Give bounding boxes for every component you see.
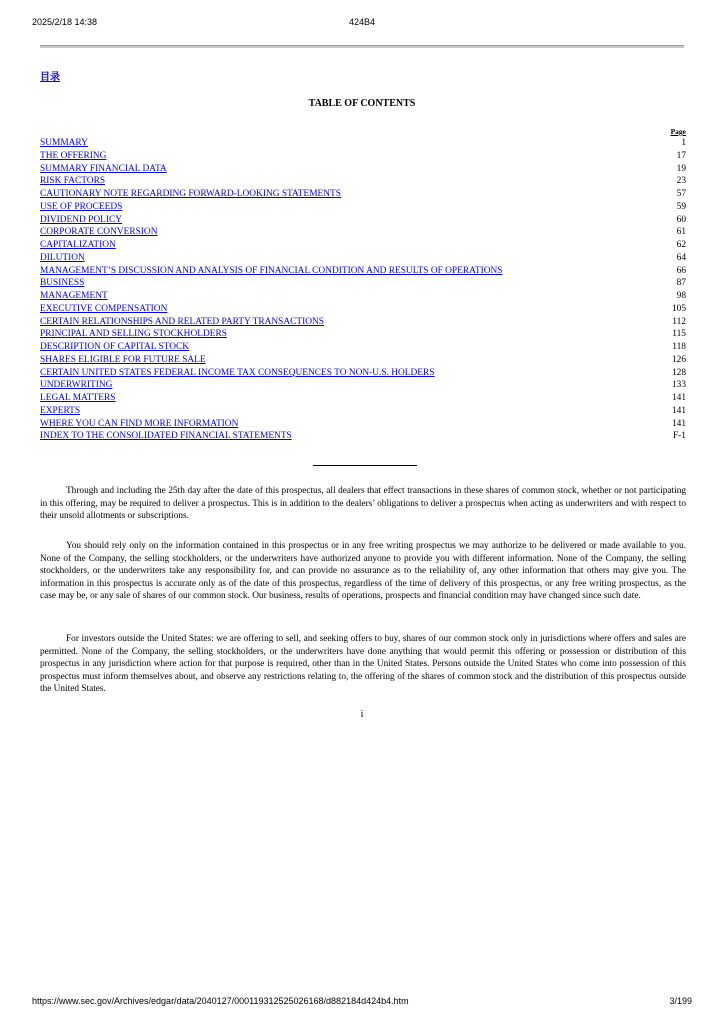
print-datetime: 2025/2/18 14:38	[32, 17, 98, 27]
toc-entry-link[interactable]: THE OFFERING	[40, 150, 107, 161]
toc-entry-link[interactable]: PRINCIPAL AND SELLING STOCKHOLDERS	[40, 329, 227, 340]
toc-entry-page: 57	[676, 189, 686, 199]
toc-entry-page: 128	[671, 367, 686, 378]
dealer-prospectus-paragraph: Through and including the 25th day after the date of this prospectus, all dealers that effect transactions in these shares of common stock, whether or not participating in this offering, may be required to deliver a prospectus. This is in addition to the dealers’ obligations to deliver a prospectus when acting as underwriters and with respect to their unsold allotments or subscriptions.	[40, 486, 686, 522]
toc-entry-page: 118	[672, 342, 686, 352]
toc-entry-page: 59	[676, 201, 686, 212]
toc-entry-link[interactable]: CERTAIN RELATIONSHIPS AND RELATED PARTY TRANSACTIONS	[40, 316, 324, 327]
toc-entry-link[interactable]: INDEX TO THE CONSOLIDATED FINANCIAL STATEMENTS	[40, 431, 292, 442]
print-page-count: 3/199	[669, 996, 692, 1006]
toc-list	[40, 137, 686, 443]
toc-entry-page: F-1	[672, 431, 686, 442]
toc-entry-page: 66	[676, 265, 686, 276]
toc-row	[40, 392, 686, 405]
toc-row	[40, 175, 686, 188]
toc-nav-link[interactable]: 目录	[40, 72, 60, 83]
print-doc-title: 424B4	[348, 17, 376, 27]
toc-entry-page: 98	[676, 291, 686, 301]
toc-entry-link[interactable]: CERTAIN UNITED STATES FEDERAL INCOME TAX CONSEQUENCES TO NON-U.S. HOLDERS	[40, 367, 435, 378]
horizontal-rule	[40, 45, 684, 48]
toc-row	[40, 277, 686, 290]
page-number: i	[360, 709, 364, 720]
toc-title: TABLE OF CONTENTS	[308, 98, 416, 109]
toc-entry-link[interactable]: RISK FACTORS	[40, 176, 106, 187]
toc-row	[40, 303, 686, 316]
toc-entry-page: 17	[676, 150, 686, 161]
toc-row	[40, 226, 686, 239]
toc-entry-link[interactable]: CAUTIONARY NOTE REGARDING FORWARD-LOOKING STATEMENTS	[40, 189, 341, 199]
toc-entry-link[interactable]: BUSINESS	[40, 278, 85, 289]
toc-entry-link[interactable]: SHARES ELIGIBLE FOR FUTURE SALE	[40, 354, 206, 365]
toc-entry-page: 141	[671, 405, 686, 416]
toc-entry-link[interactable]: CAPITALIZATION	[40, 240, 116, 250]
print-url: https://www.sec.gov/Archives/edgar/data/2040127/000119312525026168/d882184d424b4.htm	[32, 996, 409, 1006]
toc-entry-link[interactable]: WHERE YOU CAN FIND MORE INFORMATION	[40, 418, 239, 429]
toc-row	[40, 341, 686, 354]
toc-entry-page: 1	[681, 138, 686, 148]
toc-entry-link[interactable]: SUMMARY FINANCIAL DATA	[40, 163, 167, 174]
toc-row	[40, 163, 686, 176]
toc-entry-link[interactable]: LEGAL MATTERS	[40, 393, 116, 403]
toc-entry-link[interactable]: UNDERWRITING	[40, 380, 113, 391]
toc-entry-page: 19	[676, 163, 686, 174]
toc-row	[40, 252, 686, 265]
toc-entry-page: 62	[676, 240, 686, 250]
toc-entry-link[interactable]: SUMMARY	[40, 138, 88, 148]
toc-row	[40, 379, 686, 392]
toc-entry-page: 126	[671, 354, 686, 365]
toc-entry-link[interactable]: DIVIDEND POLICY	[40, 214, 123, 225]
toc-page-column-header: Page	[670, 127, 686, 136]
toc-entry-link[interactable]: MANAGEMENT’S DISCUSSION AND ANALYSIS OF FINANCIAL CONDITION AND RESULTS OF OPERATIONS	[40, 265, 503, 276]
toc-row	[40, 367, 686, 380]
toc-entry-page: 112	[672, 316, 686, 327]
toc-entry-page: 61	[676, 227, 686, 238]
toc-entry-link[interactable]: EXPERTS	[40, 405, 81, 416]
toc-entry-link[interactable]: DESCRIPTION OF CAPITAL STOCK	[40, 342, 190, 352]
toc-entry-page: 60	[676, 214, 686, 225]
toc-row	[40, 405, 686, 418]
foreign-investors-paragraph: For investors outside the United States: we are offering to sell, and seeking offers to buy, shares of our common stock only in jurisdictions where offers and sales are permitted. None of the Company, the selling stockholders, or the underwriters have done anything that would permit this offering or possession or distribution of this prospectus in any jurisdiction where action for that purpose is required, other than in the United States. Persons outside the United States who come into possession of this prospectus must inform themselves about, and observe any restrictions relating to, the offering of the shares of common stock and the distribution of this prospectus outside the United States.	[40, 634, 686, 695]
toc-entry-page: 23	[676, 176, 686, 187]
toc-entry-link[interactable]: USE OF PROCEEDS	[40, 201, 123, 212]
toc-row	[40, 265, 686, 278]
toc-entry-page: 141	[671, 393, 686, 403]
toc-entry-link[interactable]: CORPORATE CONVERSION	[40, 227, 158, 238]
section-divider	[313, 465, 417, 466]
toc-entry-page: 141	[671, 418, 686, 429]
toc-entry-page: 115	[672, 329, 686, 340]
toc-row	[40, 418, 686, 431]
toc-row	[40, 354, 686, 367]
toc-entry-link[interactable]: DILUTION	[40, 252, 85, 263]
toc-row	[40, 239, 686, 252]
toc-row	[40, 137, 686, 150]
toc-entry-page: 133	[671, 380, 686, 391]
toc-row	[40, 188, 686, 201]
toc-entry-link[interactable]: EXECUTIVE COMPENSATION	[40, 303, 168, 314]
toc-entry-link[interactable]: MANAGEMENT	[40, 291, 108, 301]
toc-entry-page: 87	[676, 278, 686, 289]
reliance-paragraph: You should rely only on the information contained in this prospectus or in any free writing prospectus we may authorize to be delivered or made available to you. None of the Company, the selling stockholders, or the underwriters have authorized anyone to provide you with different information. None of the Company, the selling stockholders, or the underwriters take any responsibility for, and can provide no assurance as to the reliability of, any other information that others may give you. The information in this prospectus is accurate only as of the date of this prospectus, regardless of the time of delivery of this prospectus, or any free writing prospectus, as the case may be, or any sale of shares of our common stock. Our business, results of operations, prospects and financial condition may have changed since such date.	[40, 541, 686, 602]
toc-row	[40, 290, 686, 303]
toc-row	[40, 316, 686, 329]
toc-entry-page: 105	[671, 303, 686, 314]
toc-row	[40, 328, 686, 341]
toc-row	[40, 201, 686, 214]
toc-entry-page: 64	[676, 252, 686, 263]
toc-row	[40, 150, 686, 163]
toc-row	[40, 430, 686, 443]
toc-row	[40, 214, 686, 227]
